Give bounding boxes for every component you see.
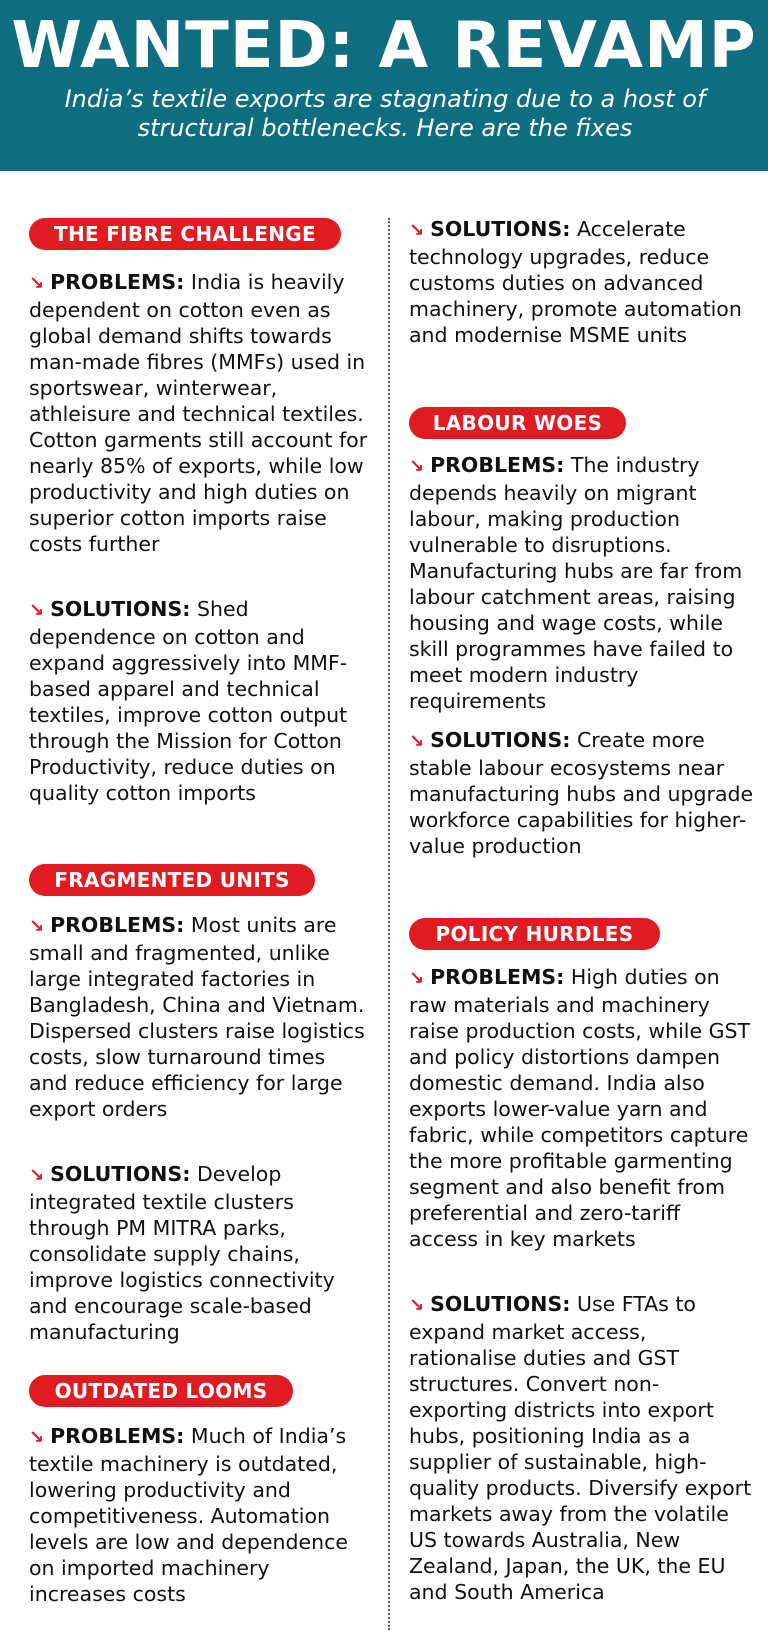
problems-label: PROBLEMS: xyxy=(430,453,565,477)
solutions-text: Use FTAs to expand market access, rationalise duties and GST structures. Convert non-exporting districts into export hubs, positioning India as a supplier of sustainable, high-quality products. Diversify export markets away from the volatile US towards Australia, New Zealand, Japan, the UK, the EU and South America xyxy=(409,1292,752,1604)
solutions-label: SOLUTIONS: xyxy=(430,217,571,241)
arrow-down-right-icon: ↘ xyxy=(29,916,45,937)
problems-label: PROBLEMS: xyxy=(50,913,185,937)
arrow-down-right-icon: ↘ xyxy=(409,968,425,989)
problems-label: PROBLEMS: xyxy=(50,270,185,294)
problems-text: Much of India’s textile machinery is outdated, lowering productivity and competitiveness. Automation levels are low and dependence on imported machinery increases costs xyxy=(29,1424,348,1606)
solutions-label: SOLUTIONS: xyxy=(430,728,571,752)
arrow-down-right-icon: ↘ xyxy=(409,1295,425,1316)
arrow-down-right-icon: ↘ xyxy=(29,600,45,621)
labour-solutions xyxy=(409,727,754,859)
arrow-down-right-icon: ↘ xyxy=(409,456,425,477)
solutions-text: Accelerate technology upgrades, reduce customs duties on advanced machinery, promote automation and modernise MSME units xyxy=(409,217,742,347)
heading-policy-hurdles: POLICY HURDLES xyxy=(409,918,660,950)
labour-problems xyxy=(409,452,754,714)
problems-label: PROBLEMS: xyxy=(50,1424,185,1448)
looms-problems xyxy=(29,1423,369,1607)
problems-text: Most units are small and fragmented, unlike large integrated factories in Bangladesh, China and Vietnam. Dispersed clusters raise logistics costs, slow turnaround times and reduce efficiency for large export orders xyxy=(29,913,365,1121)
solutions-text: Shed dependence on cotton and expand aggressively into MMF-based apparel and technical textiles, improve cotton output through the Mission for Cotton Productivity, reduce duties on quality cotton imports xyxy=(29,597,348,805)
fragmented-solutions xyxy=(29,1161,369,1345)
problems-label: PROBLEMS: xyxy=(430,965,565,989)
arrow-down-right-icon: ↘ xyxy=(29,1427,45,1448)
heading-labour-woes: LABOUR WOES xyxy=(409,407,626,439)
arrow-down-right-icon: ↘ xyxy=(409,731,425,752)
solutions-label: SOLUTIONS: xyxy=(430,1292,571,1316)
solutions-text: Create more stable labour ecosystems near manufacturing hubs and upgrade workforce capabilities for higher-value production xyxy=(409,728,754,858)
problems-text: India is heavily dependent on cotton even as global demand shifts towards man-made fibres (MMFs) used in sportswear, winterwear, athleisure and technical textiles. Cotton garments still account for nearly 85% of exports, while low productivity and high duties on superior cotton imports raise costs further xyxy=(29,270,368,556)
arrow-down-right-icon: ↘ xyxy=(29,273,45,294)
fibre-problems xyxy=(29,269,369,557)
solutions-label: SOLUTIONS: xyxy=(50,597,191,621)
heading-outdated-looms: OUTDATED LOOMS xyxy=(29,1375,293,1407)
policy-problems xyxy=(409,964,754,1252)
fragmented-problems xyxy=(29,912,369,1122)
page-title: WANTED: A REVAMP xyxy=(11,9,757,83)
header-banner xyxy=(0,0,768,171)
solutions-text: Develop integrated textile clusters through PM MITRA parks, consolidate supply chains, improve logistics connectivity and encourage scale-based manufacturing xyxy=(29,1162,335,1344)
heading-fibre-challenge: THE FIBRE CHALLENGE xyxy=(29,218,341,250)
solutions-label: SOLUTIONS: xyxy=(50,1162,191,1186)
column-divider xyxy=(388,218,390,1630)
arrow-down-right-icon: ↘ xyxy=(29,1165,45,1186)
arrow-down-right-icon: ↘ xyxy=(409,220,425,241)
problems-text: High duties on raw materials and machinery raise production costs, while GST and policy distortions dampen domestic demand. India also exports lower-value yarn and fabric, while competitors capture the more profitable garmenting segment and also benefit from preferential and zero-tariff access in key markets xyxy=(409,965,751,1251)
page-subtitle: India’s textile exports are stagnating due to a host of structural bottlenecks. Here are the fixes xyxy=(64,85,706,142)
problems-text: The industry depends heavily on migrant labour, making production vulnerable to disruptions. Manufacturing hubs are far from labour catchment areas, raising housing and wage costs, while skill programmes have failed to meet modern industry requirements xyxy=(409,453,743,713)
heading-fragmented-units: FRAGMENTED UNITS xyxy=(29,864,315,896)
looms-solutions xyxy=(409,216,754,348)
policy-solutions xyxy=(409,1291,754,1605)
fibre-solutions xyxy=(29,596,369,806)
